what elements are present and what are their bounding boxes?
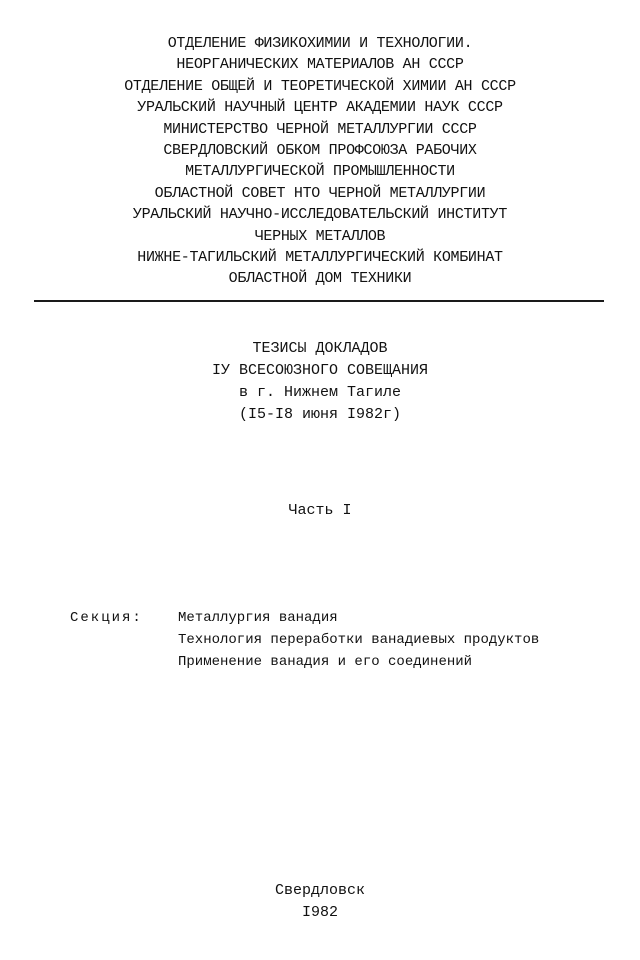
organization-line: ОТДЕЛЕНИЕ ФИЗИКОХИМИИ И ТЕХНОЛОГИИ. — [167, 35, 473, 52]
section-block — [70, 607, 540, 670]
section-topic: Металлургия ванадия — [178, 610, 338, 626]
imprint-year: I982 — [301, 904, 338, 921]
organization-line: УРАЛЬСКИЙ НАУЧНО-ИССЛЕДОВАТЕЛЬСКИЙ ИНСТИТУТ — [132, 206, 508, 224]
organization-line: МЕТАЛЛУРГИЧЕСКОЙ ПРОМЫШЛЕННОСТИ — [185, 163, 455, 181]
meeting-name: IУ ВСЕСОЮЗНОГО СОВЕЩАНИЯ — [211, 362, 429, 379]
organizations-list — [0, 33, 640, 290]
horizontal-divider — [34, 300, 604, 302]
meeting-dates: (I5-I8 июня I982г) — [238, 406, 402, 423]
imprint — [0, 880, 640, 924]
thesis-title: ТЕЗИСЫ ДОКЛАДОВ — [252, 340, 388, 357]
thesis-heading — [0, 338, 640, 426]
section-topic: Применение ванадия и его соединений — [178, 654, 473, 670]
section-topics — [178, 607, 539, 673]
section-topic: Технология переработки ванадиевых продуктов — [178, 632, 540, 648]
organization-line: УРАЛЬСКИЙ НАУЧНЫЙ ЦЕНТР АКАДЕМИИ НАУК СССР — [137, 99, 503, 117]
organization-line: ОБЛАСТНОЙ СОВЕТ НТО ЧЕРНОЙ МЕТАЛЛУРГИИ — [154, 184, 486, 202]
organization-line: НЕОРГАНИЧЕСКИХ МАТЕРИАЛОВ АН СССР — [176, 56, 464, 74]
part-number: Часть I — [288, 502, 352, 519]
organization-line: НИЖНЕ-ТАГИЛЬСКИЙ МЕТАЛЛУРГИЧЕСКИЙ КОМБИНАТ — [137, 249, 503, 267]
organization-line: ОБЛАСТНОЙ ДОМ ТЕХНИКИ — [228, 270, 412, 288]
imprint-city: Свердловск — [274, 882, 365, 899]
meeting-place: в г. Нижнем Тагиле — [238, 384, 402, 401]
section-label: Секция: — [70, 610, 143, 626]
organization-line: ОТДЕЛЕНИЕ ОБЩЕЙ И ТЕОРЕТИЧЕСКОЙ ХИМИИ АН СССР — [124, 77, 516, 95]
organization-line: СВЕРДЛОВСКИЙ ОБКОМ ПРОФСОЮЗА РАБОЧИХ — [163, 142, 477, 160]
organization-line: ЧЕРНЫХ МЕТАЛЛОВ — [254, 227, 386, 245]
organization-line: МИНИСТЕРСТВО ЧЕРНОЙ МЕТАЛЛУРГИИ СССР — [163, 120, 477, 138]
